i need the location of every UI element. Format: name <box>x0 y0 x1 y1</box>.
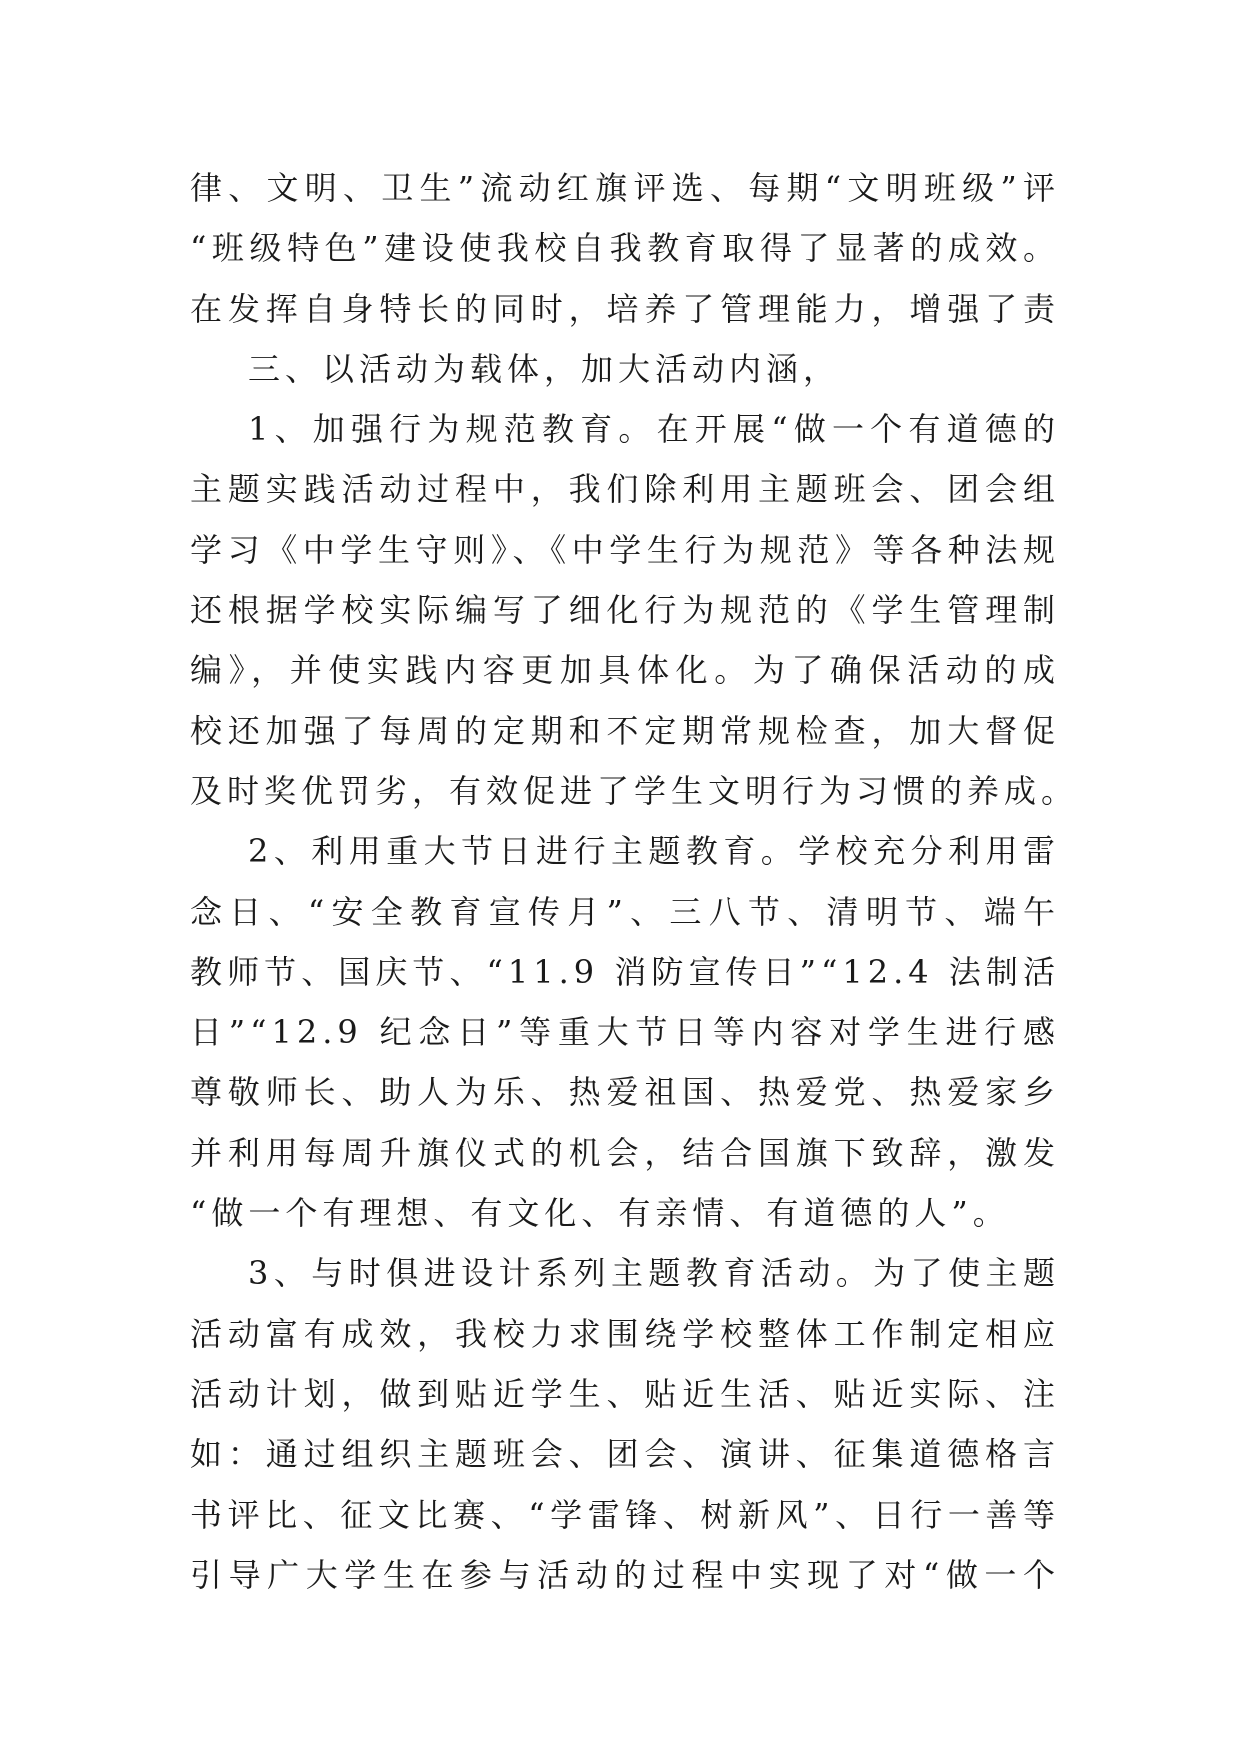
text-line: 律、文明、卫生”流动红旗评选、每期“文明班级”评 <box>190 169 1060 207</box>
text-line: 活动富有成效，我校力求围绕学校整体工作制定相应 <box>190 1314 1060 1353</box>
text-line: 还根据学校实际编写了细化行为规范的《学生管理制 <box>190 591 1060 630</box>
text-line: 1、加强行为规范教育。在开展“做一个有道德的 <box>248 410 1060 449</box>
text-line: 3、与时俱进设计系列主题教育活动。为了使主题 <box>248 1254 1060 1293</box>
text-line: 在发挥自身特长的同时，培养了管理能力，增强了责 <box>190 289 1060 328</box>
text-line: “班级特色”建设使我校自我教育取得了显著的成效。 <box>190 229 1060 268</box>
text-line: 活动计划，做到贴近学生、贴近生活、贴近实际、注 <box>190 1374 1060 1413</box>
section-heading: 三、以活动为载体，加大活动内涵， <box>248 349 841 388</box>
text-line: 如：通过组织主题班会、团会、演讲、征集道德格言 <box>190 1435 1060 1474</box>
text-line: 尊敬师长、助人为乐、热爱祖国、热爱党、热爱家乡 <box>190 1073 1060 1112</box>
text-line: 2、利用重大节日进行主题教育。学校充分利用雷 <box>248 832 1060 871</box>
text-line: 教师节、国庆节、“11.9 消防宣传日”“12.4 法制活 <box>190 952 1060 991</box>
text-line: 学习《中学生守则》、《中学生行为规范》等各种法规 <box>190 530 1060 569</box>
text-line: 校还加强了每周的定期和不定期常规检查，加大督促 <box>190 711 1060 750</box>
text-line: 主题实践活动过程中，我们除利用主题班会、团会组 <box>190 470 1060 509</box>
body-text <box>190 158 1079 1605</box>
text-line: 编》，并使实践内容更加具体化。为了确保活动的成 <box>190 651 1060 690</box>
text-line: 书评比、征文比赛、“学雷锋、树新风”、日行一善等 <box>190 1495 1060 1534</box>
text-line: 日”“12.9 纪念日”等重大节日等内容对学生进行感 <box>190 1013 1060 1052</box>
text-line: 及时奖优罚劣，有效促进了学生文明行为习惯的养成。 <box>190 771 1079 810</box>
text-line: 并利用每周升旗仪式的机会，结合国旗下致辞，激发 <box>190 1133 1060 1172</box>
text-line: “做一个有理想、有文化、有亲情、有道德的人”。 <box>190 1194 1010 1233</box>
text-line: 引导广大学生在参与活动的过程中实现了对“做一个 <box>190 1555 1060 1594</box>
text-line: 念日、“安全教育宣传月”、三八节、清明节、端午 <box>190 892 1060 931</box>
